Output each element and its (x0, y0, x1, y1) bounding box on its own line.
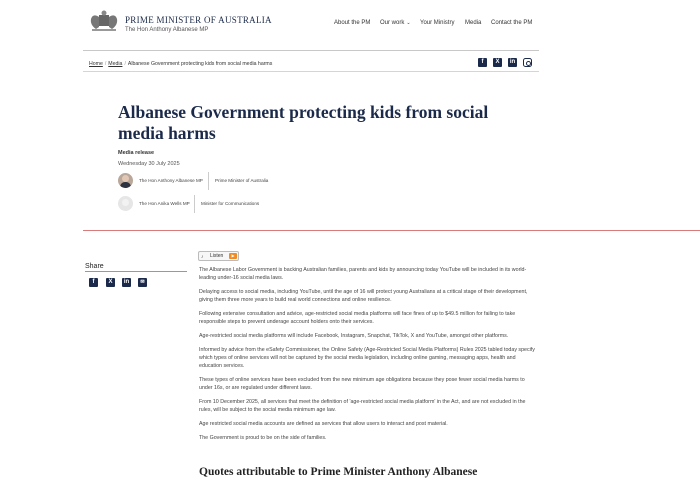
article-body (199, 266, 539, 448)
breadcrumb-separator: / (124, 61, 126, 67)
article-paragraph: From 10 December 2025, all services that meet the definition of 'age-restricted social media platform' in the Act, and are not excluded in the rules, will be subject to the social media minimum age law. (199, 399, 526, 413)
x-icon[interactable]: X (493, 58, 502, 67)
linkedin-icon[interactable]: in (509, 59, 516, 65)
nav-your-ministry[interactable]: Your Ministry (420, 20, 455, 26)
breadcrumb-divider (83, 71, 539, 72)
header-divider (83, 50, 539, 51)
email-icon[interactable]: ✉ (138, 278, 147, 287)
share-label: Share (85, 263, 104, 270)
nav-media[interactable]: Media (465, 20, 482, 26)
breadcrumb-media[interactable]: Media (108, 61, 123, 67)
article-paragraph: The Albanese Labor Government is backing Australian families, parents and kids by announcing today YouTube will be included in its world-leading under-16 social media laws. (199, 267, 527, 281)
person-role[interactable]: Minister for Communications (201, 201, 260, 206)
play-icon: ▶ (229, 253, 237, 259)
main-nav (0, 20, 700, 32)
breadcrumb (89, 61, 272, 67)
page-title: Albanese Government protecting kids from social media harms (118, 102, 489, 143)
listen-label: Listen (210, 253, 224, 259)
person-divider (194, 195, 195, 213)
breadcrumb-home[interactable]: Home (89, 61, 103, 67)
article-paragraph: Age-restricted social media platforms will include Facebook, Instagram, Snapchat, TikTok, X and YouTube, amongst other platforms. (199, 333, 509, 339)
quotes-heading: Quotes attributable to Prime Minister Anthony Albanese (199, 466, 478, 478)
article-paragraph: Following extensive consultation and advice, age-restricted social media platforms will face fines of up to $49.5 million for failing to take responsible steps to prevent underage account holders onto their services. (199, 311, 516, 325)
listen-button[interactable] (198, 251, 239, 261)
article-paragraph: These types of online services have been excluded from the new minimum age obligations because they pose fewer social media harms to under 16s, or are regulated under different laws. (199, 377, 525, 391)
facebook-icon[interactable]: f (478, 58, 487, 67)
chevron-down-icon: ⌄ (406, 20, 411, 26)
person-divider (208, 172, 209, 190)
x-icon[interactable]: X (106, 278, 115, 287)
linkedin-icon[interactable]: in (123, 279, 130, 285)
avatar (118, 173, 133, 188)
article-paragraph: Age restricted social media accounts are defined as services that allow users to interact and post material. (199, 421, 448, 427)
facebook-icon[interactable]: f (89, 278, 98, 287)
article-paragraph: Delaying access to social media, including YouTube, until the age of 16 will protect young Australians at a critical stage of their development, giving them three more years to build real world connections and online resilience. (199, 289, 528, 303)
speaker-icon: ♪ (201, 254, 204, 260)
person-name[interactable]: The Hon Anika Wells MP (139, 201, 190, 206)
article-paragraph: The Government is proud to be on the side of families. (199, 435, 327, 441)
breadcrumb-current: Albanese Government protecting kids from social media harms (127, 61, 273, 67)
section-divider (83, 230, 700, 231)
nav-contact-the-pm[interactable]: Contact the PM (491, 20, 533, 26)
release-date: Wednesday 30 July 2025 (118, 161, 180, 167)
breadcrumb-separator: / (104, 61, 107, 67)
nav-our-work[interactable] (380, 20, 411, 26)
instagram-icon[interactable] (523, 58, 532, 67)
site-header (0, 0, 700, 50)
site-subtitle: The Hon Anthony Albanese MP (125, 27, 209, 33)
person-role[interactable]: Prime Minister of Australia (215, 178, 269, 183)
share-divider (85, 271, 187, 272)
person-name[interactable]: The Hon Anthony Albanese MP (139, 178, 203, 183)
site-title[interactable]: PRIME MINISTER OF AUSTRALIA (125, 15, 272, 25)
media-type: Media release (118, 150, 155, 156)
avatar (118, 196, 133, 211)
nav-about-the-pm[interactable]: About the PM (334, 20, 371, 26)
nav-our-work-label: Our work (380, 20, 405, 26)
article-paragraph: Informed by advice from the eSafety Commissioner, the Online Safety (Age-Restricted Social Media Platforms) Rules 2025 tabled today specify which types of online services will not be captured by the social media legislation, including online gaming, messaging apps, health and education services. (199, 347, 535, 369)
